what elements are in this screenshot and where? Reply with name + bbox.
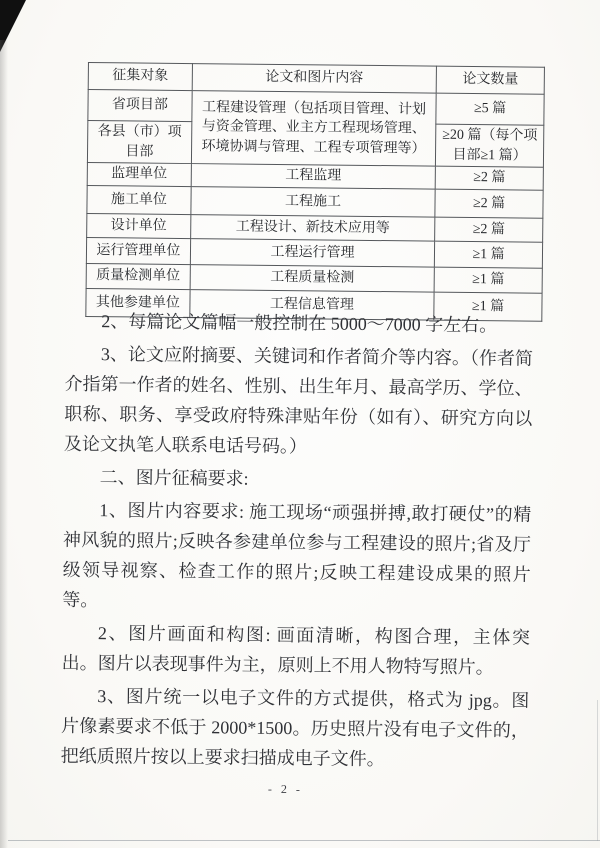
table-cell-target: 运行管理单位 [86, 238, 190, 265]
table-cell-content: 工程设计、新技术应用等 [190, 215, 435, 242]
paragraph-image-composition: 2、图片画面和构图: 画面清晰，构图合理，主体突出。图片以表现事件为主，原则上不用人物特写照片。 [61, 623, 531, 678]
table-cell-target: 施工单位 [87, 186, 191, 215]
table-cell-content: 工程信息管理 [190, 290, 435, 321]
table-cell-target: 监理单位 [87, 163, 191, 187]
paragraph-image-content: 1、图片内容要求: 施工现场“顽强拼搏,敢打硬仗”的精神风貌的照片;反映各参建单位参与工程建设的照片;省及厅级领导视察、检查工作的照片;反映工程建设成果的照片等。 [62, 500, 532, 611]
table-cell-quantity: ≥1 篇 [434, 267, 542, 293]
table-header-content: 论文和图片内容 [192, 64, 437, 94]
table-cell-quantity: ≥5 篇 [436, 93, 544, 125]
table-cell-content: 工程质量检测 [190, 265, 435, 293]
body-text-block [61, 306, 534, 779]
table-cell-content: 工程施工 [191, 187, 436, 218]
table-cell-quantity: ≥2 篇 [435, 217, 543, 242]
table-cell-content: 工程运行管理 [190, 239, 435, 268]
paragraph-paper-length: 2、每篇论文篇幅一般控制在 5000～7000 字左右。 [101, 311, 498, 336]
table-row [88, 89, 544, 125]
scan-right-edge-line [597, 700, 598, 841]
table-header-quantity: 论文数量 [436, 66, 544, 94]
table-cell-quantity: ≥2 篇 [435, 166, 543, 190]
table-cell-quantity: ≥2 篇 [435, 189, 543, 218]
paragraph-image-format: 3、图片统一以电子文件的方式提供，格式为 jpg。图片像素要求不低于 2000*1500。历史照片没有电子文件的，把纸质照片按以上要求扫描成电子文件。 [60, 686, 530, 770]
table-cell-target: 其他参建单位 [86, 289, 190, 318]
table-cell-quantity: ≥20 篇（每个项目部≥1 篇） [436, 124, 544, 167]
table-cell-content-merged: 工程建设管理（包括项目管理、计划与资金管理、业主方工程现场管理、环境协调与管理、工程专项管理等） [191, 91, 436, 167]
table-cell-target: 设计单位 [87, 214, 191, 239]
table-cell-quantity: ≥1 篇 [434, 292, 542, 321]
requirements-table [85, 62, 545, 322]
table-cell-quantity: ≥1 篇 [435, 241, 543, 268]
table-cell-content: 工程监理 [191, 164, 436, 190]
section-heading-image-requirements: 二、图片征稿要求: [99, 467, 249, 489]
table-cell-target: 各县（市）项目部 [87, 120, 191, 163]
page-number: - 2 - [267, 781, 303, 797]
table-cell-target: 质量检测单位 [86, 264, 190, 290]
paragraph-paper-abstract: 3、论文应附摘要、关键词和作者简介等内容。（作者简介指第一作者的姓名、性别、出生年月、最高学历、学位、职称、职务、享受政府特殊津贴年份（如有）、研究方向以及论文执笔人联系电话号码。） [63, 344, 534, 457]
table-cell-target: 省项目部 [88, 89, 192, 121]
table-header-target: 征集对象 [88, 62, 192, 90]
